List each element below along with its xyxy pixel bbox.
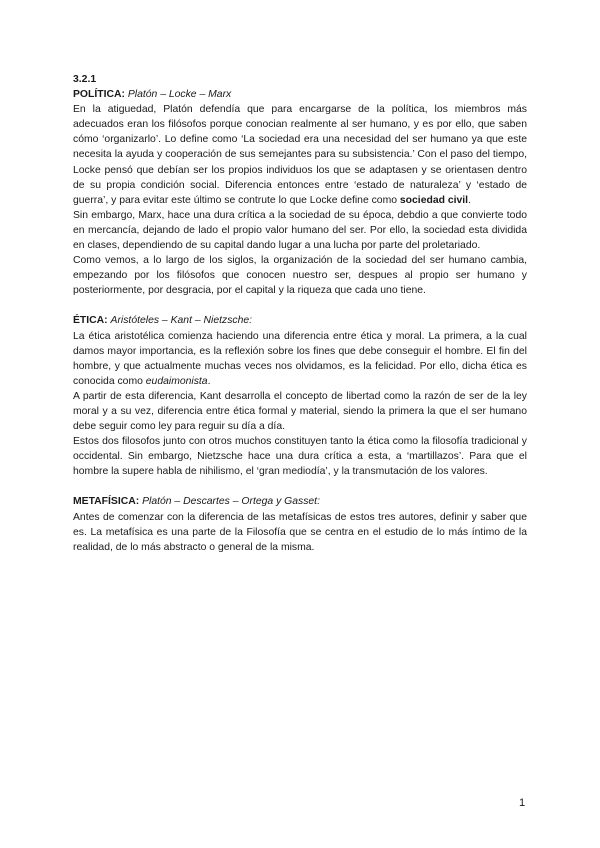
politica-paragraph-3: Como vemos, a lo largo de los siglos, la organización de la sociedad del ser humano cambia, empezando por los filósofos que conocen nuestro ser, despues al propio ser humano y posteriormente, por desgracia, por el capital y la riqueza que cada uno tiene. <box>73 255 527 297</box>
metafisica-paragraph-1: Antes de comenzar con la diferencia de las metafísicas de estos tres autores, definir y saber que es. La metafísica es una parte de la Filosofía que se centra en el estudio de lo más íntimo de la realidad, de lo más abstracto o general de la misma. <box>73 511 527 553</box>
eudaimonista-term: eudaimonista <box>145 375 208 387</box>
politica-paragraph-2: Sin embargo, Marx, hace una dura crítica a la sociedad de su época, debdio a que convierte todo en mercancía, dejando de lado el propio valor humano del ser. Por ello, la sociedad esta dividida en clases, dependiendo de su capital dando lugar a una lucha por parte del proletariado. <box>73 209 527 252</box>
metafisica-heading-line <box>73 494 527 509</box>
politica-heading: POLÍTICA: <box>73 89 125 101</box>
document-body <box>73 72 527 555</box>
etica-p1-end: . <box>207 375 211 387</box>
section-spacer <box>73 479 527 494</box>
page-number: 1 <box>519 797 526 809</box>
section-spacer <box>73 298 527 313</box>
etica-paragraph-2: A partir de esta diferencia, Kant desarrolla el concepto de libertad como la razón de ser de la ley moral y a su vez, diferencia entre ética formal y material, siendo la primera la que el ser humano debe seguir como ley para reguir su día a día. <box>73 390 527 433</box>
politica-authors: Platón – Locke – Marx <box>127 89 232 101</box>
metafisica-authors: Platón – Descartes – Ortega y Gasset: <box>142 496 320 508</box>
politica-paragraph-1 <box>73 102 527 208</box>
etica-p1-text: La ética aristotélica comienza haciendo una diferencia entre ética y moral. La primera, a la cual damos mayor importancia, es la reflexión sobre los fines que debe conseguir el hombre. El fin del hombre, y que actualmente muchas veces nos olvidamos, es la felicidad. Por ello, dicha ética es conocida como <box>73 330 527 387</box>
etica-heading-line <box>73 313 527 328</box>
politica-heading-line <box>73 87 527 102</box>
politica-p1-end: . <box>468 194 471 206</box>
sociedad-civil-term: sociedad civil <box>399 194 469 206</box>
etica-paragraph-3: Estos dos filosofos junto con otros muchos constituyen tanto la ética como la filosofía tradicional y occidental. Sin embargo, Nietzsche hace una dura crítica a esta, a ‘martillazos’. Para que el hombre la supere habla de nihilismo, el ‘gran mediodía’, y la transmutación de los valores. <box>73 436 527 478</box>
section-number: 3.2.1 <box>73 74 97 85</box>
etica-heading: ÉTICA: <box>73 315 108 327</box>
etica-authors: Aristóteles – Kant – Nietzsche: <box>110 315 253 327</box>
metafisica-heading: METAFÍSICA: <box>73 496 140 508</box>
politica-p1-text: En la atiguedad, Platón defendía que para encargarse de la política, los miembros más adecuados eran los filósofos porque conocian realmente al ser humano, y es por ello, que saben cómo ‘organizarlo’. Lo define como ‘La sociedad era una necesidad del ser humano ya que este necesita la ayuda y cooperación de sus semejantes para su subsistencia.’ Con el paso del tiempo, Locke pensó que debían ser los propios individuos los que se adaptasen y se orientasen dentro de su propia condición social. Diferencia entonces entre ‘estado de naturaleza’ y ‘estado de guerra’, y para evitar este último se contrute lo que Locke define como <box>73 104 527 206</box>
etica-paragraph-1 <box>73 329 527 389</box>
